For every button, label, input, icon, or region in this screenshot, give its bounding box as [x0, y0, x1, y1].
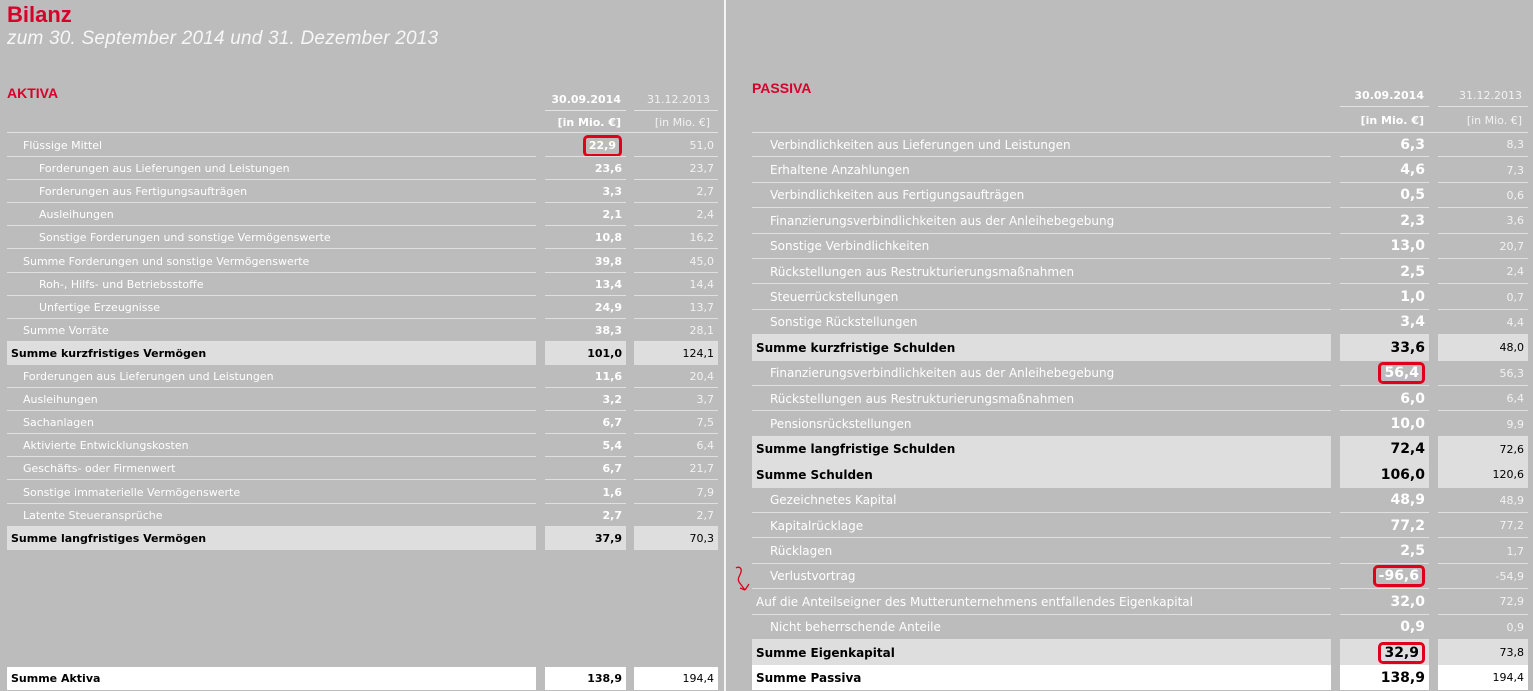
table-row [752, 310, 1528, 335]
value-current [545, 457, 626, 480]
value-prior: -54,9 [1495, 569, 1524, 583]
value-current-text: 2,5 [1400, 543, 1425, 560]
value-prior: 72,9 [1499, 595, 1524, 609]
table-row [7, 134, 718, 157]
value-current [1340, 640, 1429, 665]
value-prior: 7,9 [696, 485, 714, 499]
value-current [545, 527, 626, 550]
value-prior: 0,6 [1506, 188, 1524, 202]
row-label: Summe kurzfristige Schulden [752, 335, 1331, 360]
row-label: Kapitalrücklage [770, 518, 864, 533]
value-prior: 6,4 [1506, 392, 1524, 406]
value-current [1340, 310, 1429, 335]
aktiva-unit-current: [in Mio. €] [557, 116, 621, 129]
table-row [7, 273, 718, 296]
table-row [7, 388, 718, 411]
value-current [1340, 132, 1429, 157]
value-current [1340, 488, 1429, 513]
passiva-unit-current: [in Mio. €] [1360, 114, 1424, 127]
table-row [752, 157, 1528, 182]
table-row [752, 538, 1528, 563]
value-prior: 73,8 [1438, 640, 1528, 665]
value-current [1340, 615, 1429, 640]
table-row [752, 208, 1528, 233]
row-label: Aktivierte Entwicklungskosten [23, 439, 189, 453]
value-current-text: 23,6 [594, 162, 622, 176]
value-current-text: 22,9 [583, 135, 622, 157]
value-current [1340, 208, 1429, 233]
passiva-col-current: 30.09.2014 [1354, 89, 1424, 102]
value-current-text: 39,8 [594, 254, 622, 268]
table-row [752, 361, 1528, 386]
value-prior: 56,3 [1499, 366, 1524, 380]
value-current-text: 3,2 [602, 393, 622, 407]
total-row [752, 665, 1528, 690]
table-row [752, 411, 1528, 436]
row-label: Geschäfts- oder Firmenwert [23, 462, 176, 476]
total-value-current: 138,9 [1340, 665, 1429, 690]
value-prior: 8,3 [1506, 138, 1524, 152]
sum-row [7, 342, 718, 365]
value-prior: 7,3 [1506, 163, 1524, 177]
value-current [545, 180, 626, 203]
total-row [7, 667, 718, 690]
value-prior: 2,7 [696, 185, 714, 199]
total-value-prior: 194,4 [1438, 665, 1528, 690]
row-label: Sonstige immaterielle Vermögenswerte [23, 485, 241, 499]
row-label: Latente Steueransprüche [23, 508, 163, 522]
value-current-text: 0,5 [1400, 187, 1425, 204]
value-prior: 2,7 [696, 508, 714, 522]
hand-drawn-arrow-icon [733, 564, 753, 594]
value-current [1340, 462, 1429, 487]
value-current-text: 2,7 [602, 508, 622, 522]
value-current-text: 11,6 [594, 370, 622, 384]
value-current [545, 388, 626, 411]
value-current-text: 13,4 [594, 277, 622, 291]
row-label: Rückstellungen aus Restrukturierungsmaßnahmen [770, 391, 1075, 406]
value-prior: 6,4 [696, 439, 714, 453]
value-current-text: 101,0 [587, 346, 622, 360]
value-current [545, 296, 626, 319]
value-current-text: 0,9 [1400, 619, 1425, 636]
total-value-current: 138,9 [545, 667, 626, 690]
value-current [1340, 259, 1429, 284]
table-row [7, 203, 718, 226]
value-current-text: 6,0 [1400, 390, 1425, 407]
row-label: Sachanlagen [23, 416, 94, 430]
table-row [752, 386, 1528, 411]
value-prior: 4,4 [1506, 315, 1524, 329]
value-current [1340, 284, 1429, 309]
aktiva-unit-prior: [in Mio. €] [654, 116, 710, 129]
table-row [7, 226, 718, 249]
value-current-text: 24,9 [594, 300, 622, 314]
aktiva-header-line [545, 110, 626, 111]
passiva-col-prior: 31.12.2013 [1459, 89, 1522, 102]
table-row [7, 504, 718, 527]
table-row [7, 250, 718, 273]
aktiva-col-current: 30.09.2014 [551, 93, 621, 106]
value-current-text: 38,3 [594, 323, 622, 337]
value-current-text: 6,7 [602, 462, 622, 476]
page-subtitle: zum 30. September 2014 und 31. Dezember 2013 [7, 28, 439, 49]
table-row [7, 365, 718, 388]
row-label: Auf die Anteilseigner des Mutterunternehmens entfallendes Eigenkapital [756, 594, 1193, 609]
table-row [752, 234, 1528, 259]
value-current [545, 203, 626, 226]
value-current-text: 33,6 [1390, 339, 1425, 356]
value-current-text: -96,6 [1373, 565, 1425, 587]
sum-row [752, 462, 1528, 487]
sum-row [752, 640, 1528, 665]
row-label: Finanzierungsverbindlichkeiten aus der Anleihebegebung [770, 366, 1115, 381]
value-prior: 70,3 [634, 527, 718, 550]
value-prior: 16,2 [689, 231, 714, 245]
table-row [7, 481, 718, 504]
value-current [545, 134, 626, 157]
value-current-text: 6,3 [1400, 136, 1425, 153]
value-current [545, 250, 626, 273]
value-current [1340, 564, 1429, 589]
value-current [1340, 361, 1429, 386]
total-value-prior: 194,4 [634, 667, 718, 690]
row-label: Summe Forderungen und sonstige Vermögenswerte [23, 254, 310, 268]
value-prior: 0,9 [1506, 620, 1524, 634]
value-prior: 14,4 [689, 277, 714, 291]
row-label: Verbindlichkeiten aus Fertigungsaufträgen [770, 188, 1025, 203]
value-current-text: 4,6 [1400, 162, 1425, 179]
row-label: Rückstellungen aus Restrukturierungsmaßnahmen [770, 264, 1075, 279]
sum-row [752, 437, 1528, 462]
table-row [752, 183, 1528, 208]
value-prior: 51,0 [689, 139, 714, 153]
value-current [545, 481, 626, 504]
row-label: Summe langfristiges Vermögen [7, 527, 536, 550]
row-label: Summe langfristige Schulden [752, 437, 1331, 462]
value-current-text: 56,4 [1378, 362, 1425, 384]
aktiva-header-line [634, 110, 718, 111]
value-current [1340, 513, 1429, 538]
row-label: Finanzierungsverbindlichkeiten aus der Anleihebegebung [770, 213, 1115, 228]
table-row [7, 411, 718, 434]
value-current-text: 10,8 [594, 231, 622, 245]
passiva-heading: PASSIVA [752, 80, 812, 96]
value-prior: 2,4 [1506, 265, 1524, 279]
value-prior: 3,7 [696, 393, 714, 407]
row-label: Verbindlichkeiten aus Lieferungen und Leistungen [770, 137, 1071, 152]
value-current-text: 5,4 [602, 439, 622, 453]
value-prior: 28,1 [689, 323, 714, 337]
value-current [545, 157, 626, 180]
table-row [752, 259, 1528, 284]
passiva-unit-prior: [in Mio. €] [1466, 114, 1522, 127]
row-label: Verlustvortrag [770, 569, 856, 584]
value-current-text: 3,4 [1400, 314, 1425, 331]
value-current [545, 342, 626, 365]
passiva-header-line [1340, 106, 1429, 107]
table-row [752, 284, 1528, 309]
table-row [7, 180, 718, 203]
value-current [545, 504, 626, 527]
value-current-text: 106,0 [1380, 466, 1425, 483]
value-current-text: 1,0 [1400, 289, 1425, 306]
value-current [1340, 589, 1429, 614]
value-current [1340, 234, 1429, 259]
row-label: Sonstige Forderungen und sonstige Vermögenswerte [39, 231, 331, 245]
value-prior: 48,0 [1438, 335, 1528, 360]
table-row [752, 589, 1528, 614]
value-current-text: 6,7 [602, 416, 622, 430]
total-label: Summe Aktiva [7, 667, 536, 690]
value-prior: 72,6 [1438, 437, 1528, 462]
aktiva-heading: AKTIVA [7, 85, 59, 101]
value-prior: 1,7 [1506, 544, 1524, 558]
value-prior: 9,9 [1506, 417, 1524, 431]
value-current-text: 72,4 [1390, 441, 1425, 458]
sum-row [752, 335, 1528, 360]
value-prior: 0,7 [1506, 290, 1524, 304]
value-current [1340, 538, 1429, 563]
row-label: Forderungen aus Lieferungen und Leistungen [39, 162, 290, 176]
value-current-text: 2,1 [602, 208, 622, 222]
row-label: Unfertige Erzeugnisse [39, 300, 161, 314]
row-label: Forderungen aus Lieferungen und Leistungen [23, 370, 274, 384]
value-current-text: 3,3 [602, 185, 622, 199]
value-current [1340, 183, 1429, 208]
value-current-text: 32,9 [1378, 642, 1425, 664]
row-label: Summe Schulden [752, 462, 1331, 487]
value-current [545, 434, 626, 457]
value-current [1340, 335, 1429, 360]
value-prior: 21,7 [689, 462, 714, 476]
table-row [752, 564, 1528, 589]
value-prior: 20,4 [689, 370, 714, 384]
row-label: Sonstige Verbindlichkeiten [770, 239, 930, 254]
value-prior: 120,6 [1438, 462, 1528, 487]
table-row [752, 132, 1528, 157]
value-current [545, 365, 626, 388]
table-row [752, 615, 1528, 640]
value-prior: 7,5 [696, 416, 714, 430]
row-label: Rücklagen [770, 544, 833, 559]
value-prior: 124,1 [634, 342, 718, 365]
value-current-text: 10,0 [1390, 416, 1425, 433]
aktiva-col-prior: 31.12.2013 [647, 93, 710, 106]
page-title: Bilanz [7, 2, 72, 27]
row-label: Forderungen aus Fertigungsaufträgen [39, 185, 248, 199]
row-label: Gezeichnetes Kapital [770, 493, 897, 508]
row-label: Ausleihungen [23, 393, 98, 407]
value-current [1340, 411, 1429, 436]
value-prior: 77,2 [1499, 519, 1524, 533]
value-current [1340, 157, 1429, 182]
row-label: Roh-, Hilfs- und Betriebsstoffe [39, 277, 204, 291]
row-label: Summe kurzfristiges Vermögen [7, 342, 536, 365]
row-label: Nicht beherrschende Anteile [770, 620, 941, 635]
value-current-text: 37,9 [594, 531, 622, 545]
table-row [7, 457, 718, 480]
value-prior: 3,6 [1506, 214, 1524, 228]
value-current [545, 273, 626, 296]
value-current-text: 13,0 [1390, 238, 1425, 255]
value-current-text: 2,3 [1400, 212, 1425, 229]
row-label: Summe Vorräte [23, 323, 109, 337]
row-label: Sonstige Rückstellungen [770, 315, 918, 330]
row-label: Steuerrückstellungen [770, 290, 899, 305]
value-current [545, 226, 626, 249]
value-prior: 48,9 [1499, 493, 1524, 507]
table-row [752, 513, 1528, 538]
table-row [7, 319, 718, 342]
value-current-text: 77,2 [1390, 517, 1425, 534]
row-label: Erhaltene Anzahlungen [770, 163, 910, 178]
value-current-text: 2,5 [1400, 263, 1425, 280]
value-prior: 13,7 [689, 300, 714, 314]
value-current [1340, 437, 1429, 462]
table-row [7, 434, 718, 457]
value-prior: 45,0 [689, 254, 714, 268]
value-prior: 20,7 [1499, 239, 1524, 253]
row-label: Summe Eigenkapital [752, 640, 1331, 665]
table-row [752, 488, 1528, 513]
table-row [7, 296, 718, 319]
row-label: Flüssige Mittel [23, 139, 103, 153]
value-prior: 2,4 [696, 208, 714, 222]
value-current [545, 319, 626, 342]
sum-row [7, 527, 718, 550]
value-current-text: 32,0 [1390, 593, 1425, 610]
total-label: Summe Passiva [752, 665, 1331, 690]
value-prior: 23,7 [689, 162, 714, 176]
row-label: Pensionsrückstellungen [770, 417, 912, 432]
row-label: Ausleihungen [39, 208, 114, 222]
value-current-text: 48,9 [1390, 492, 1425, 509]
aktiva-top-line [7, 132, 718, 133]
value-current-text: 1,6 [602, 485, 622, 499]
panel-divider [724, 0, 726, 691]
value-current [545, 411, 626, 434]
table-row [7, 157, 718, 180]
value-current [1340, 386, 1429, 411]
passiva-header-line [1438, 106, 1528, 107]
